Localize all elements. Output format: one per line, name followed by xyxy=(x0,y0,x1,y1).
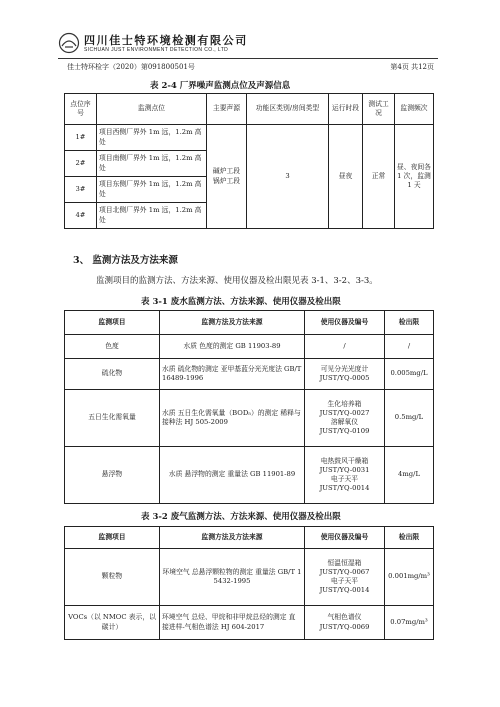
method-source: 水质 硫化物的测定 亚甲基蓝分光光度法 GB/T 16489-1996 xyxy=(160,359,305,390)
table-row xyxy=(65,359,434,390)
table-row xyxy=(65,447,434,504)
section-intro: 监测项目的监测方法、方法来源、使用仪器及检出限见表 3-1、3-2、3-3。 xyxy=(96,276,378,286)
point-location: 项目西侧厂界外 1m 远，1.2m 高处 xyxy=(97,125,207,151)
column-header: 功能区类别/房间类型 xyxy=(247,94,329,125)
detection-limit: 0.001mg/m³ xyxy=(385,549,434,606)
table-row xyxy=(65,549,434,606)
point-location: 项目南侧厂界外 1m 远，1.2m 高处 xyxy=(97,151,207,177)
method-source: 环境空气 总烃、甲烷和非甲烷总烃的测定 直接进样-气相色谱法 HJ 604-2017 xyxy=(160,606,305,640)
instrument: 电热鼓风干燥箱 JUST/YQ-0031 电子天平 JUST/YQ-0014 xyxy=(305,447,385,504)
point-location: 项目北侧厂界外 1m 远，1.2m 高处 xyxy=(97,203,207,229)
detection-limit: 0.5mg/L xyxy=(385,390,434,447)
detection-limit: 0.005mg/L xyxy=(385,359,434,390)
detection-limit: 4mg/L xyxy=(385,447,434,504)
table-3-1-caption: 表 3-1 废水监测方法、方法来源、使用仪器及检出限 xyxy=(141,297,341,307)
column-header: 使用仪器及编号 xyxy=(305,527,385,549)
column-header: 监测项目 xyxy=(65,311,160,335)
point-number: 4# xyxy=(65,203,97,229)
point-number: 1# xyxy=(65,125,97,151)
monitoring-item: 颗粒物 xyxy=(65,549,160,606)
table-row xyxy=(65,390,434,447)
monitoring-item: 五日生化需氧量 xyxy=(65,390,160,447)
table-row xyxy=(65,125,434,151)
column-header: 点位序号 xyxy=(65,94,97,125)
point-number: 3# xyxy=(65,177,97,203)
table-2-4-caption: 表 2-4 厂界噪声监测点位及声源信息 xyxy=(150,81,291,91)
company-logo-icon xyxy=(58,32,80,54)
operating-period: 昼夜 xyxy=(329,125,363,229)
column-header: 使用仪器及编号 xyxy=(305,311,385,335)
noise-monitoring-table xyxy=(64,93,434,229)
method-source: 水质 色度的测定 GB 11903-89 xyxy=(160,335,305,359)
method-source: 水质 五日生化需氧量（BOD₅）的测定 稀释与接种法 HJ 505-2009 xyxy=(160,390,305,447)
monitoring-item: 硫化物 xyxy=(65,359,160,390)
monitoring-frequency: 昼、夜间各 1 次，监测 1 天 xyxy=(395,125,434,229)
instrument: 恒温恒湿箱 JUST/YQ-0067 电子天平 JUST/YQ-0014 xyxy=(305,549,385,606)
monitoring-item: 悬浮物 xyxy=(65,447,160,504)
page-number: 第4页 共12页 xyxy=(390,63,434,71)
zone-type: 3 xyxy=(247,125,329,229)
table-row xyxy=(65,335,434,359)
document-number: 佳士特环检字（2020）第091800501号 xyxy=(67,63,195,71)
column-header: 检出限 xyxy=(385,311,434,335)
point-number: 2# xyxy=(65,151,97,177)
test-condition: 正常 xyxy=(363,125,395,229)
detection-limit: / xyxy=(385,335,434,359)
noise-source: 碱炉工段 锅炉工段 xyxy=(207,125,247,229)
table-header-row xyxy=(65,94,434,125)
column-header: 主要声源 xyxy=(207,94,247,125)
instrument: 气相色谱仪 JUST/YQ-0069 xyxy=(305,606,385,640)
letterhead xyxy=(58,32,448,64)
column-header: 监测方法及方法来源 xyxy=(160,527,305,549)
method-source: 环境空气 总悬浮颗粒物的测定 重量法 GB/T 15432-1995 xyxy=(160,549,305,606)
table-header-row xyxy=(65,527,434,549)
column-header: 检出限 xyxy=(385,527,434,549)
monitoring-item: 色度 xyxy=(65,335,160,359)
column-header: 监测点位 xyxy=(97,94,207,125)
column-header: 监测项目 xyxy=(65,527,160,549)
section-heading: 3、 监测方法及方法来源 xyxy=(73,255,178,266)
column-header: 监测频次 xyxy=(395,94,434,125)
table-3-2-caption: 表 3-2 废气监测方法、方法来源、使用仪器及检出限 xyxy=(141,512,341,522)
monitoring-item: VOCs（以 NMOC 表示，以碳计） xyxy=(65,606,160,640)
company-name-en: SICHUAN JUST ENVIRONMENT DETECTION CO., LTD xyxy=(84,47,229,53)
table-header-row xyxy=(65,311,434,335)
table-row xyxy=(65,606,434,640)
detection-limit: 0.07mg/m³ xyxy=(385,606,434,640)
wastewater-method-table xyxy=(64,310,434,504)
point-location: 项目东侧厂界外 1m 远，1.2m 高处 xyxy=(97,177,207,203)
waste-gas-method-table xyxy=(64,526,434,640)
column-header: 监测方法及方法来源 xyxy=(160,311,305,335)
instrument: 可见分光光度计 JUST/YQ-0005 xyxy=(305,359,385,390)
method-source: 水质 悬浮物的测定 重量法 GB 11901-89 xyxy=(160,447,305,504)
column-header: 测试工况 xyxy=(363,94,395,125)
header-rule xyxy=(58,58,438,59)
company-name-cn: 四川佳士特环境检测有限公司 xyxy=(84,34,248,47)
instrument: / xyxy=(305,335,385,359)
column-header: 运行时段 xyxy=(329,94,363,125)
instrument: 生化培养箱 JUST/YQ-0027 溶解氧仪 JUST/YQ-0109 xyxy=(305,390,385,447)
